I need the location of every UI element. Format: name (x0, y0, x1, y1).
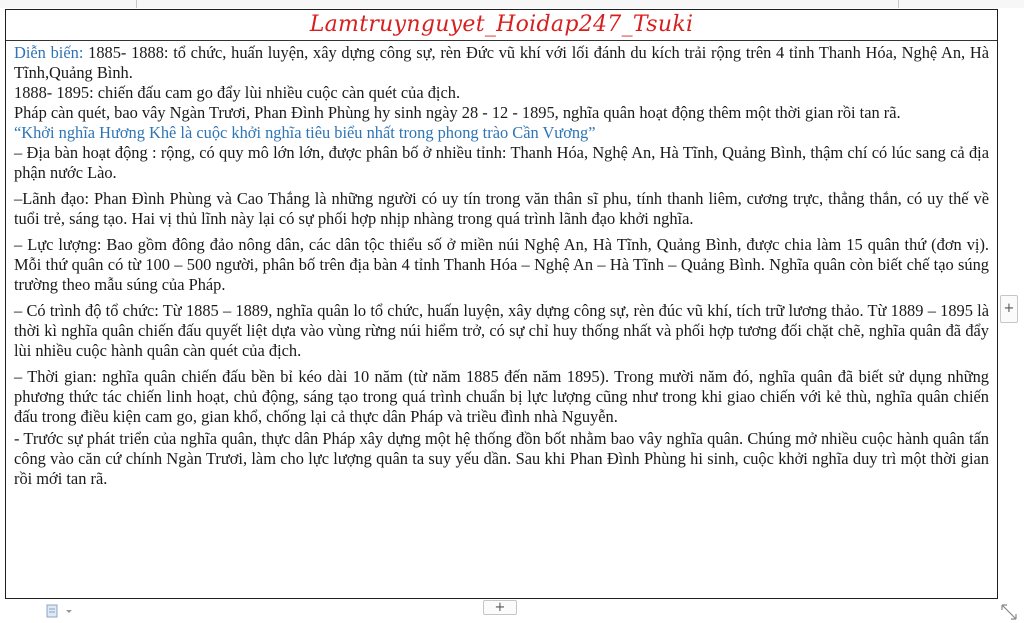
intro-paragraph (14, 43, 989, 83)
intro-line-2: 1888- 1895: chiến đấu cam go đẩy lùi nhiều cuộc càn quét của địch. (14, 83, 461, 102)
paragraph-forces: – Lực lượng: Bao gồm đông đảo nông dân, các dân tộc thiểu số ở miền núi Nghệ An, Hà Tĩnh, Quảng Bình, được chia làm 15 quân thứ (đơn vị). Mỗi thứ quân có từ 100 – 500 người, phân bố trên địa bàn 4 tỉnh Thanh Hóa – Nghệ An – Hà Tĩnh – Quảng Bình. Nghĩa quân còn biết chế tạo súng trường theo mẫu súng của Pháp. (14, 235, 989, 294)
paste-options-icon[interactable] (46, 604, 76, 618)
paragraph-organization: – Có trình độ tổ chức: Từ 1885 – 1889, nghĩa quân lo tổ chức, huấn luyện, xây dựng công sự, rèn đúc vũ khí, tích trữ lương thảo. Từ 1889 – 1895 là thời kì nghĩa quân chiến đấu quyết liệt dựa vào vùng rừng núi hiểm trở, có sự chỉ huy thống nhất và phối hợp tương đối chặt chẽ, nghĩa quân đã đẩy lùi nhiều cuộc hành quân càn quét của địch. (14, 301, 989, 360)
ruler-tick (898, 0, 899, 8)
paragraph-decline: - Trước sự phát triển của nghĩa quân, thực dân Pháp xây dựng một hệ thống đồn bốt nhằm bao vây nghĩa quân. Chúng mở nhiều cuộc hành quân tấn công vào căn cứ chính Ngàn Trươi, làm cho lực lượng quân ta suy yếu dần. Sau khi Phan Đình Phùng hi sinh, cuộc khởi nghĩa duy trì một thời gian rồi mới tan rã. (14, 429, 989, 488)
add-row-button[interactable]: + (483, 600, 517, 615)
paragraph-leadership: –Lãnh đạo: Phan Đình Phùng và Cao Thắng là những người có uy tín trong văn thân sĩ phu, tính thanh liêm, cương trực, thẳng thắn, có uy thế về tuổi trẻ, sáng tạo. Hai vị thủ lĩnh này lại có sự phối hợp nhịp nhàng trong quá trình lãnh đạo khởi nghĩa. (14, 189, 989, 228)
intro-label: Diễn biến: (14, 43, 84, 62)
intro-line-1: 1885- 1888: tổ chức, huấn luyện, xây dựng công sự, rèn Đức vũ khí với lối đánh du kích trải rộng trên 4 tỉnh Thanh Hóa, Nghệ An, Hà Tĩnh,Quảng Bình. (14, 43, 990, 82)
resize-handle-icon[interactable] (1000, 603, 1018, 621)
top-ruler (0, 0, 1024, 8)
add-column-button[interactable]: + (1000, 295, 1018, 323)
quote-heading: “Khởi nghĩa Hương Khê là cuộc khởi nghĩa tiêu biểu nhất trong phong trào Cần Vương” (14, 123, 596, 142)
document-body (6, 41, 997, 489)
ruler-tick (136, 0, 137, 8)
intro-line-3: Pháp càn quét, bao vây Ngàn Trươi, Phan Đình Phùng hy sinh ngày 28 - 12 - 1895, nghĩa quân hoạt động thêm một thời gian rồi tan rã. (14, 103, 901, 122)
paragraph-area: – Địa bàn hoạt động : rộng, có quy mô lớn lớn, được phân bố ở nhiều tỉnh: Thanh Hóa, Nghệ An, Hà Tĩnh, Quảng Bình, thậm chí có lúc sang cả địa phận nước Lào. (14, 143, 989, 182)
document-title: Lamtruynguyet_Hoidap247_Tsuki (6, 10, 997, 41)
paragraph-duration: – Thời gian: nghĩa quân chiến đấu bền bỉ kéo dài 10 năm (từ năm 1885 đến năm 1895). Trong mười năm đó, nghĩa quân đã biết sử dụng những phương thức tác chiến linh hoạt, chủ động, sáng tạo trong quá trình chuẩn bị lực lượng cũng như trong khi giao chiến với kẻ thù, nghĩa quân chiến đấu trong điều kiện cam go, gian khổ, chống lại cả thực dân Pháp và triều đình nhà Nguyễn. (14, 367, 989, 426)
document-table (5, 9, 998, 599)
